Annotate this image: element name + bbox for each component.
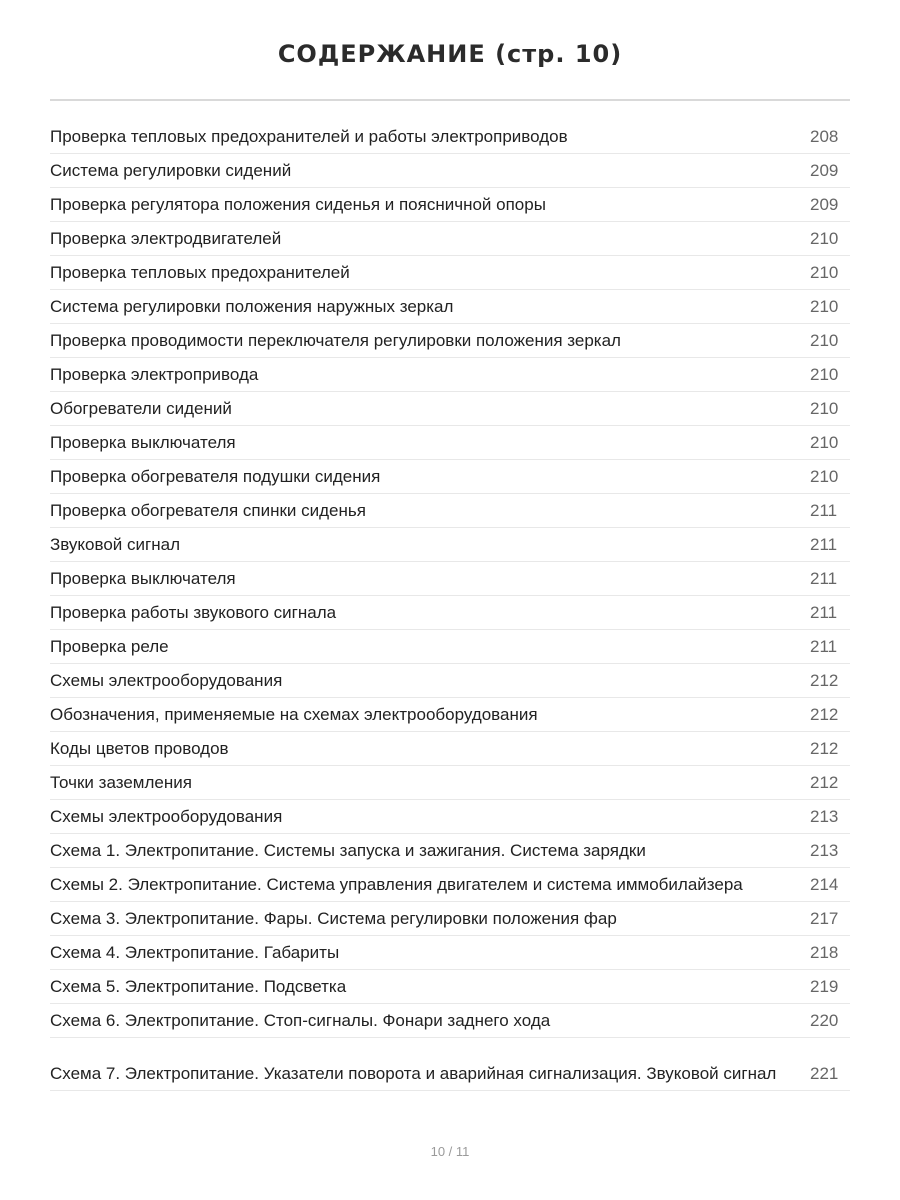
toc-entry-title: Проверка работы звукового сигнала [50, 602, 337, 622]
toc-entry-page-number: 212 [810, 704, 839, 724]
toc-entry-title: Проверка проводимости переключателя регулировки положения зеркал [50, 330, 621, 350]
toc-entry-page-number: 211 [810, 602, 838, 622]
toc-entry-title: Схема 4. Электропитание. Габариты [50, 942, 340, 962]
toc-row[interactable] [50, 324, 850, 358]
toc-entry-page-number: 212 [810, 670, 839, 690]
toc-entry-title: Схема 3. Электропитание. Фары. Система регулировки положения фар [50, 908, 617, 928]
toc-entry-page-number: 210 [810, 466, 839, 486]
toc-entry-title: Проверка тепловых предохранителей [50, 262, 350, 282]
toc-row[interactable] [50, 528, 850, 562]
toc-row[interactable] [50, 494, 850, 528]
toc-row[interactable] [50, 766, 850, 800]
toc-row[interactable] [50, 630, 850, 664]
toc-row[interactable] [50, 426, 850, 460]
toc-entry-title: Точки заземления [50, 772, 192, 792]
toc-entry-title: Схемы электрооборудования [50, 806, 283, 826]
toc-row[interactable] [50, 970, 850, 1004]
toc-row[interactable] [50, 732, 850, 766]
toc-entry-page-number: 217 [810, 908, 839, 928]
toc-entry-page-number: 219 [810, 976, 839, 996]
toc-entry-title: Схема 5. Электропитание. Подсветка [50, 976, 347, 996]
toc-entry-title: Схема 1. Электропитание. Системы запуска и зажигания. Система зарядки [50, 840, 646, 860]
toc-row[interactable] [50, 290, 850, 324]
toc-row[interactable] [50, 596, 850, 630]
toc-entry-page-number: 210 [810, 330, 839, 350]
toc-row[interactable] [50, 936, 850, 970]
toc-row[interactable] [50, 222, 850, 256]
toc-row[interactable] [50, 392, 850, 426]
toc-entry-page-number: 210 [810, 364, 839, 384]
toc-entry-page-number: 212 [810, 738, 839, 758]
toc-entry-page-number: 213 [810, 806, 839, 826]
toc-entry-page-number: 208 [810, 126, 839, 146]
table-of-contents [50, 120, 850, 1091]
toc-entry-title: Схема 7. Электропитание. Указатели поворота и аварийная сигнализация. Звуковой сигнал [50, 1064, 777, 1083]
title-divider [50, 99, 850, 101]
toc-entry-title: Проверка реле [50, 636, 169, 656]
toc-entry-title: Проверка выключателя [50, 568, 236, 588]
toc-row[interactable] [50, 1038, 850, 1091]
toc-entry-page-number: 212 [810, 772, 839, 792]
toc-entry-page-number: 210 [810, 432, 839, 452]
toc-entry-page-number: 214 [810, 874, 839, 894]
toc-entry-title: Проверка регулятора положения сиденья и поясничной опоры [50, 194, 546, 214]
toc-entry-page-number: 220 [810, 1010, 839, 1030]
toc-entry-title: Система регулировки положения наружных зеркал [50, 296, 454, 316]
toc-entry-page-number: 211 [810, 636, 838, 656]
toc-row[interactable] [50, 256, 850, 290]
toc-entry-title: Проверка обогревателя спинки сиденья [50, 500, 366, 520]
toc-entry-title: Схема 6. Электропитание. Стоп-сигналы. Фонари заднего хода [50, 1010, 551, 1030]
toc-entry-page-number: 209 [810, 160, 839, 180]
toc-entry-title: Обозначения, применяемые на схемах электрооборудования [50, 704, 538, 724]
toc-entry-title: Схемы электрооборудования [50, 670, 283, 690]
toc-row[interactable] [50, 664, 850, 698]
toc-entry-title: Звуковой сигнал [50, 534, 180, 554]
toc-entry-title: Коды цветов проводов [50, 738, 229, 758]
toc-row[interactable] [50, 698, 850, 732]
page-indicator: 10 / 11 [430, 1144, 470, 1159]
toc-entry-title: Система регулировки сидений [50, 160, 292, 180]
toc-row[interactable] [50, 800, 850, 834]
toc-row[interactable] [50, 460, 850, 494]
toc-entry-title: Проверка обогревателя подушки сидения [50, 466, 381, 486]
toc-entry-page-number: 211 [810, 568, 838, 588]
toc-row[interactable] [50, 358, 850, 392]
toc-row[interactable] [50, 562, 850, 596]
toc-entry-title: Проверка выключателя [50, 432, 236, 452]
toc-row[interactable] [50, 902, 850, 936]
toc-entry-page-number: 211 [810, 500, 838, 520]
toc-entry-page-number: 210 [810, 296, 839, 316]
toc-entry-page-number: 221 [810, 1064, 839, 1083]
toc-entry-page-number: 210 [810, 398, 839, 418]
toc-row[interactable] [50, 1004, 850, 1038]
toc-row[interactable] [50, 188, 850, 222]
toc-entry-title: Проверка электропривода [50, 364, 259, 384]
page-title: СОДЕРЖАНИЕ (стр. 10) [277, 40, 623, 68]
toc-entry-title: Проверка тепловых предохранителей и работы электроприводов [50, 126, 568, 146]
toc-entry-page-number: 210 [810, 262, 839, 282]
toc-entry-title: Проверка электродвигателей [50, 228, 282, 248]
toc-entry-page-number: 213 [810, 840, 839, 860]
toc-row[interactable] [50, 154, 850, 188]
toc-row[interactable] [50, 868, 850, 902]
toc-entry-page-number: 209 [810, 194, 839, 214]
toc-entry-page-number: 210 [810, 228, 839, 248]
toc-entry-title: Обогреватели сидений [50, 398, 232, 418]
toc-entry-title: Схемы 2. Электропитание. Система управления двигателем и система иммобилайзера [50, 874, 743, 894]
toc-entry-page-number: 211 [810, 534, 838, 554]
toc-entry-page-number: 218 [810, 942, 839, 962]
toc-row[interactable] [50, 120, 850, 154]
toc-row[interactable] [50, 834, 850, 868]
